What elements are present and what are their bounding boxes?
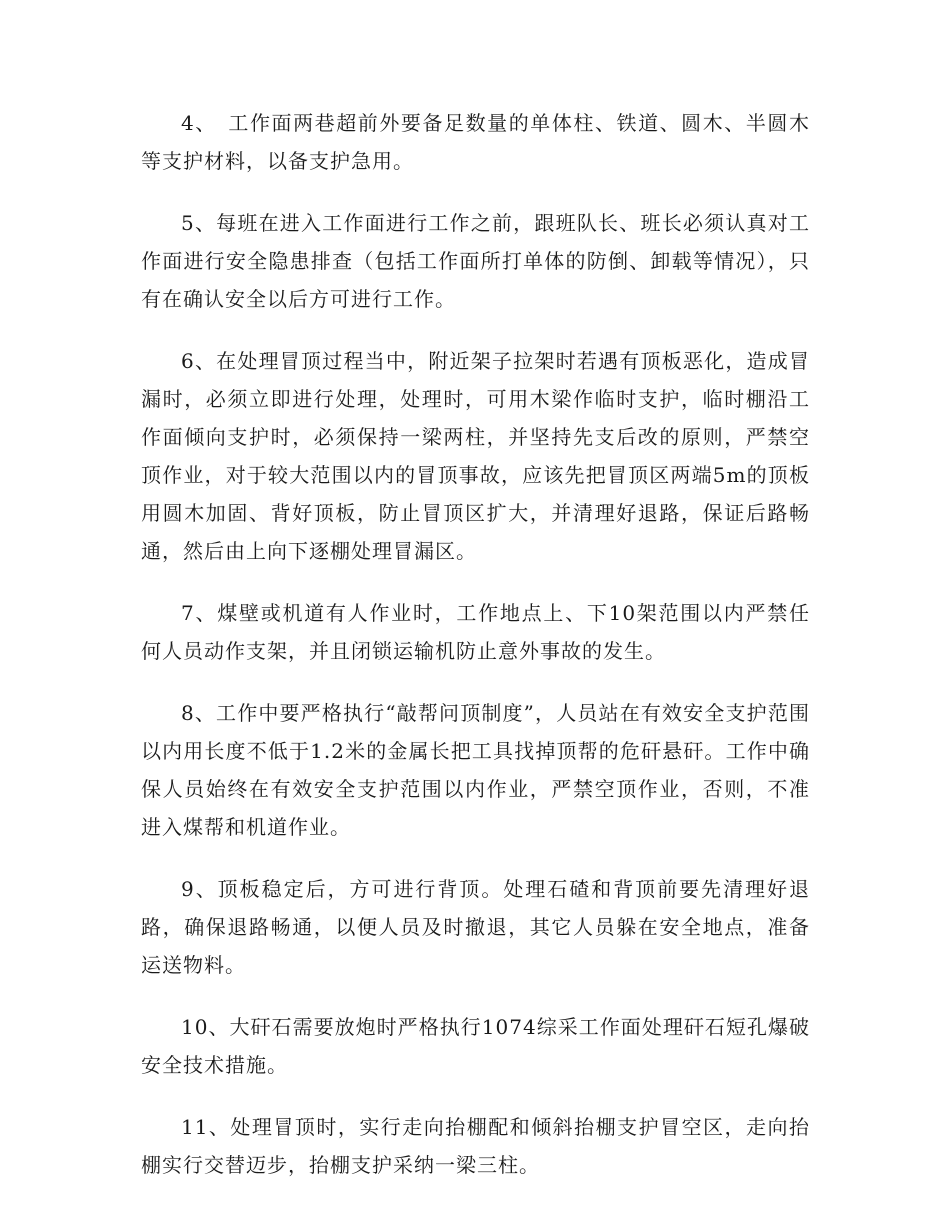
paragraph-item-5: 5、每班在进入工作面进行工作之前，跟班队长、班长必须认真对工作面进行安全隐患排查（包括工作面所打单体的防倒、卸载等情况），只有在确认安全以后方可进行工作。	[141, 211, 810, 311]
paragraph-item-4: 4、 工作面两巷超前外要备足数量的单体柱、铁道、圆木、半圆木等支护材料，以备支护急用。	[141, 111, 810, 173]
paragraph-item-11: 11、处理冒顶时，实行走向抬棚配和倾斜抬棚支护冒空区，走向抬棚实行交替迈步，抬棚支护采纳一梁三柱。	[141, 1115, 810, 1177]
paragraph-item-8: 8、工作中要严格执行“敲帮问顶制度”，人员站在有效安全支护范围以内用长度不低于1.2米的金属长把工具找掉顶帮的危矸悬矸。工作中确保人员始终在有效安全支护范围以内作业，严禁空顶作业，否则，不准进入煤帮和机道作业。	[141, 701, 810, 839]
paragraph-item-6: 6、在处理冒顶过程当中，附近架子拉架时若遇有顶板恶化，造成冒漏时，必须立即进行处理，处理时，可用木梁作临时支护，临时棚沿工作面倾向支护时，必须保持一梁两柱，并坚持先支后改的原则，严禁空顶作业，对于较大范围以内的冒顶事故，应该先把冒顶区两端5m的顶板用圆木加固、背好顶板，防止冒顶区扩大，并清理好退路，保证后路畅通，然后由上向下逐棚处理冒漏区。	[141, 349, 810, 563]
paragraph-item-7: 7、煤壁或机道有人作业时，工作地点上、下10架范围以内严禁任何人员动作支架，并且闭锁运输机防止意外事故的发生。	[141, 601, 810, 663]
paragraph-item-10: 10、大矸石需要放炮时严格执行1074综采工作面处理矸石短孔爆破安全技术措施。	[141, 1015, 810, 1077]
paragraph-item-9: 9、顶板稳定后，方可进行背顶。处理石碴和背顶前要先清理好退路，确保退路畅通，以便人员及时撤退，其它人员躲在安全地点，准备运送物料。	[141, 877, 810, 977]
